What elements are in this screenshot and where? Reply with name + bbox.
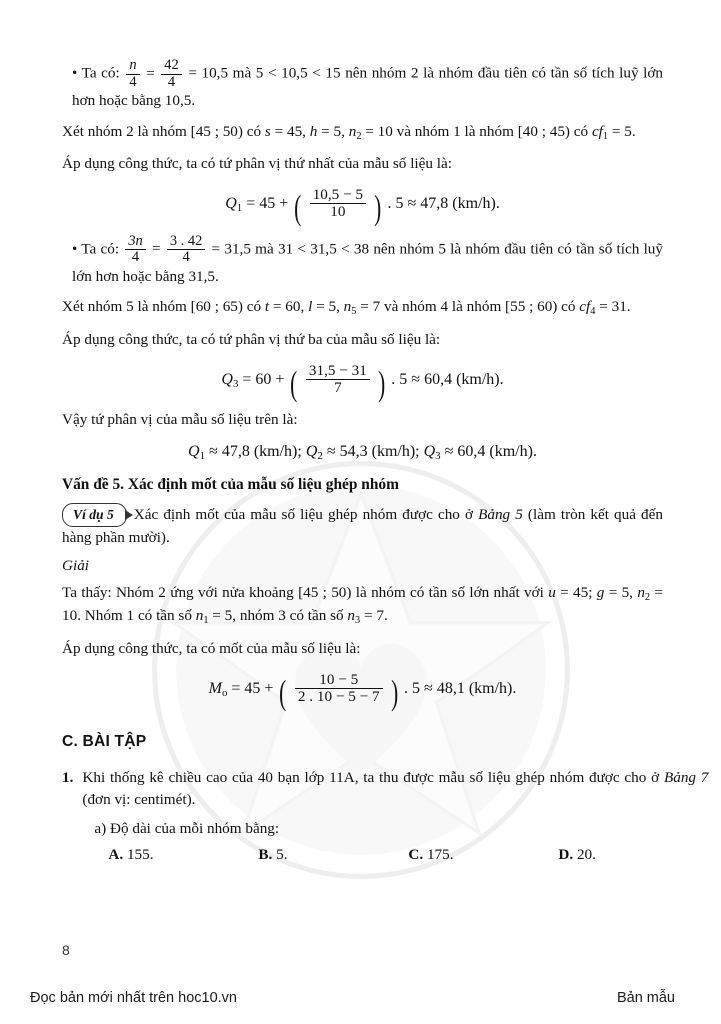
choice-a-label: A. <box>108 845 124 863</box>
answer-choices <box>108 844 708 866</box>
text: = 5, <box>604 583 638 601</box>
text: Xét nhóm 2 là nhóm [45 ; 50) có <box>62 122 265 140</box>
choice-b[interactable] <box>258 844 408 866</box>
example-block <box>62 503 663 549</box>
example-table-ref: Bảng 5 <box>478 506 523 524</box>
choice-b-value: 5. <box>276 845 288 863</box>
q3-sub: 3 <box>435 450 441 463</box>
text: = 45, <box>270 122 310 140</box>
eq2-lhs-sub: 3 <box>232 377 239 390</box>
q3-value: ≈ 60,4 (km/h). <box>440 442 537 460</box>
frac-den: 4 <box>126 74 139 91</box>
exercise-subquestion-a: a) Độ dài của mỗi nhóm bằng: <box>94 819 280 837</box>
text: = 7. <box>360 607 388 625</box>
text: = 10. Nhóm 1 có tần số <box>62 583 663 625</box>
exercise-body <box>82 767 708 865</box>
frac-num: 10 − 5 <box>319 670 359 688</box>
var-l: l <box>308 298 313 316</box>
text: = 5, <box>312 298 344 316</box>
eq4-lhs: M <box>208 679 222 697</box>
eq2-lhs: Q <box>221 370 233 388</box>
left-paren: ( <box>279 674 287 713</box>
paragraph-group5 <box>62 296 663 320</box>
var-u: u <box>548 583 556 601</box>
var-cf: cf <box>591 122 603 140</box>
text: Xét nhóm 5 là nhóm [60 ; 65) có <box>62 298 265 316</box>
var-n-sub: 2 <box>356 130 362 142</box>
exercise-1 <box>62 767 709 865</box>
example-text-tail: (làm tròn kết quả đến hàng phần mười). <box>62 506 663 547</box>
q1-value: ≈ 47,8 (km/h); <box>205 442 306 460</box>
eq4-tail: . 5 ≈ 48,1 (km/h). <box>404 679 517 697</box>
page-footer <box>0 990 721 1006</box>
eq2-tail: . 5 ≈ 60,4 (km/h). <box>391 370 504 388</box>
paragraph-conclusion: Vậy tứ phân vị của mẫu số liệu trên là: <box>62 411 298 429</box>
bullet-2-formula: $\frac{3n}{4}$ = $\frac{3 . 42}{4}$ <box>123 240 211 257</box>
left-paren: ( <box>290 364 298 403</box>
frac-den: 2 . 10 − 5 − 7 <box>295 688 383 705</box>
choice-c-label: C. <box>408 845 424 863</box>
exercise-text-tail: (đơn vị: centimét). <box>82 791 196 809</box>
right-paren: ) <box>390 674 398 713</box>
choice-b-label: B. <box>258 845 273 863</box>
footer-right-text: Bản mẫu <box>616 990 675 1006</box>
paragraph-solution-detail <box>62 582 663 629</box>
eq4-mid: = 45 + <box>231 679 274 697</box>
footer-left-text: Đọc bản mới nhất trên hoc10.vn <box>30 990 237 1006</box>
choice-d-label: D. <box>558 845 574 863</box>
var-n3: n <box>347 607 356 625</box>
frac-den: 10 <box>310 203 366 220</box>
q2-sub: 2 <box>317 450 323 463</box>
choice-a[interactable] <box>108 844 258 866</box>
frac-num: n <box>129 57 137 73</box>
left-paren: ( <box>294 189 302 228</box>
right-paren: ) <box>378 364 386 403</box>
var-n-sub: 2 <box>644 591 651 603</box>
var-n: n <box>637 583 645 601</box>
choice-c-value: 175. <box>426 845 454 863</box>
bullet-2-lead: • Ta có: <box>72 240 120 258</box>
choice-d-value: 20. <box>576 845 596 863</box>
paragraph-apply-formula-2: Áp dụng công thức, ta có tứ phân vị thứ ba của mẫu số liệu là: <box>62 331 441 349</box>
q1-sub: 1 <box>199 450 206 463</box>
var-g: g <box>596 583 605 601</box>
equation-q3 <box>62 361 663 403</box>
exercise-table-ref: Bảng 7 <box>663 769 709 787</box>
text: = 10 và nhóm 1 là nhóm [40 ; 45) có <box>361 122 592 140</box>
text: = 7 và nhóm 4 là nhóm [55 ; 60) có <box>356 298 580 316</box>
eq1-lhs-sub: 1 <box>236 201 243 214</box>
var-n1: n <box>195 607 204 625</box>
q1-symbol: Q <box>188 442 200 460</box>
var-s: s <box>264 122 271 140</box>
exercise-number: 1. <box>62 769 74 787</box>
text: = 5, <box>317 122 349 140</box>
var-n1-sub: 1 <box>203 615 209 627</box>
bullet-1-lead: • Ta có: <box>72 64 120 82</box>
bullet-1-rest: = 10,5 mà 5 < 10,5 < 15 nên nhóm 2 là nhóm đầu tiên có tần số tích luỹ lớn hơn hoặc bằng 10,5. <box>72 64 664 110</box>
text: = 5. <box>608 122 636 140</box>
frac-num: 42 <box>164 57 179 73</box>
paragraph-apply-formula-1: Áp dụng công thức, ta có tứ phân vị thứ nhất của mẫu số liệu là: <box>62 155 452 173</box>
frac-den: 4 <box>125 249 145 266</box>
eq2-mid: = 60 + <box>242 370 285 388</box>
text: = 31. <box>595 298 631 316</box>
text: = 5, nhóm 3 có tần số <box>208 607 348 625</box>
frac-den: 4 <box>167 249 205 266</box>
example-tag: Ví dụ 5 <box>62 503 127 527</box>
text: = 45; <box>555 583 597 601</box>
frac-den: 7 <box>306 379 370 396</box>
frac-num: 3n <box>128 232 143 249</box>
var-n-sub: 5 <box>351 306 357 318</box>
equation-mode <box>62 670 663 713</box>
var-t: t <box>264 298 270 316</box>
equation-quartiles <box>62 443 663 462</box>
text: Ta thấy: Nhóm 2 ứng với nửa khoảng [45 ; 50) là nhóm có tần số lớn nhất với <box>62 583 549 601</box>
paragraph-bullet-2 <box>62 234 663 288</box>
choice-d[interactable] <box>558 844 708 866</box>
q2-value: ≈ 54,3 (km/h); <box>322 442 424 460</box>
bullet-2-rest: = 31,5 mà 31 < 31,5 < 38 nên nhóm 5 là nhóm đầu tiên có tần số tích luỹ lớn hơn hoặc bằng 31,5. <box>72 240 663 285</box>
solution-label: Giải <box>62 556 90 574</box>
section-heading-van-de-5: Vấn đề 5. Xác định mốt của mẫu số liệu ghép nhóm <box>62 476 399 494</box>
eq1-lhs: Q <box>225 194 237 212</box>
var-n3-sub: 3 <box>355 615 361 627</box>
var-cf: cf <box>579 298 591 316</box>
var-n: n <box>343 298 352 316</box>
example-text: Xác định mốt của mẫu số liệu ghép nhóm được cho ở <box>133 506 479 524</box>
var-h: h <box>309 122 318 140</box>
eq4-lhs-sub: o <box>221 686 228 699</box>
bullet-1-formula: $\frac{n}{4}$ = $\frac{42}{4}$ <box>124 65 188 82</box>
paragraph-bullet-1 <box>62 58 663 112</box>
eq1-tail: . 5 ≈ 47,8 (km/h). <box>387 194 500 212</box>
paragraph-apply-formula-3: Áp dụng công thức, ta có mốt của mẫu số liệu là: <box>62 640 361 658</box>
frac-num: 31,5 − 31 <box>308 361 367 379</box>
q2-symbol: Q <box>305 442 318 460</box>
frac-den: 4 <box>161 74 181 91</box>
var-cf-sub: 4 <box>590 306 596 318</box>
frac-num: 3 . 42 <box>169 232 203 249</box>
right-paren: ) <box>374 189 382 228</box>
text: = 60, <box>269 298 309 316</box>
var-n: n <box>348 122 357 140</box>
choice-a-value: 155. <box>126 845 154 863</box>
eq1-mid: = 45 + <box>246 194 289 212</box>
page-number: 8 <box>62 942 70 958</box>
equation-q1 <box>62 185 663 228</box>
exercise-text: Khi thống kê chiều cao của 40 bạn lớp 11A, ta thu được mẫu số liệu ghép nhóm được cho ở <box>82 769 664 787</box>
choice-c[interactable] <box>408 844 558 866</box>
part-heading-bai-tap: C. BÀI TẬP <box>62 733 147 751</box>
frac-num: 10,5 − 5 <box>312 185 364 203</box>
paragraph-group2 <box>62 121 663 145</box>
q3-symbol: Q <box>423 442 436 460</box>
var-cf-sub: 1 <box>602 130 609 142</box>
